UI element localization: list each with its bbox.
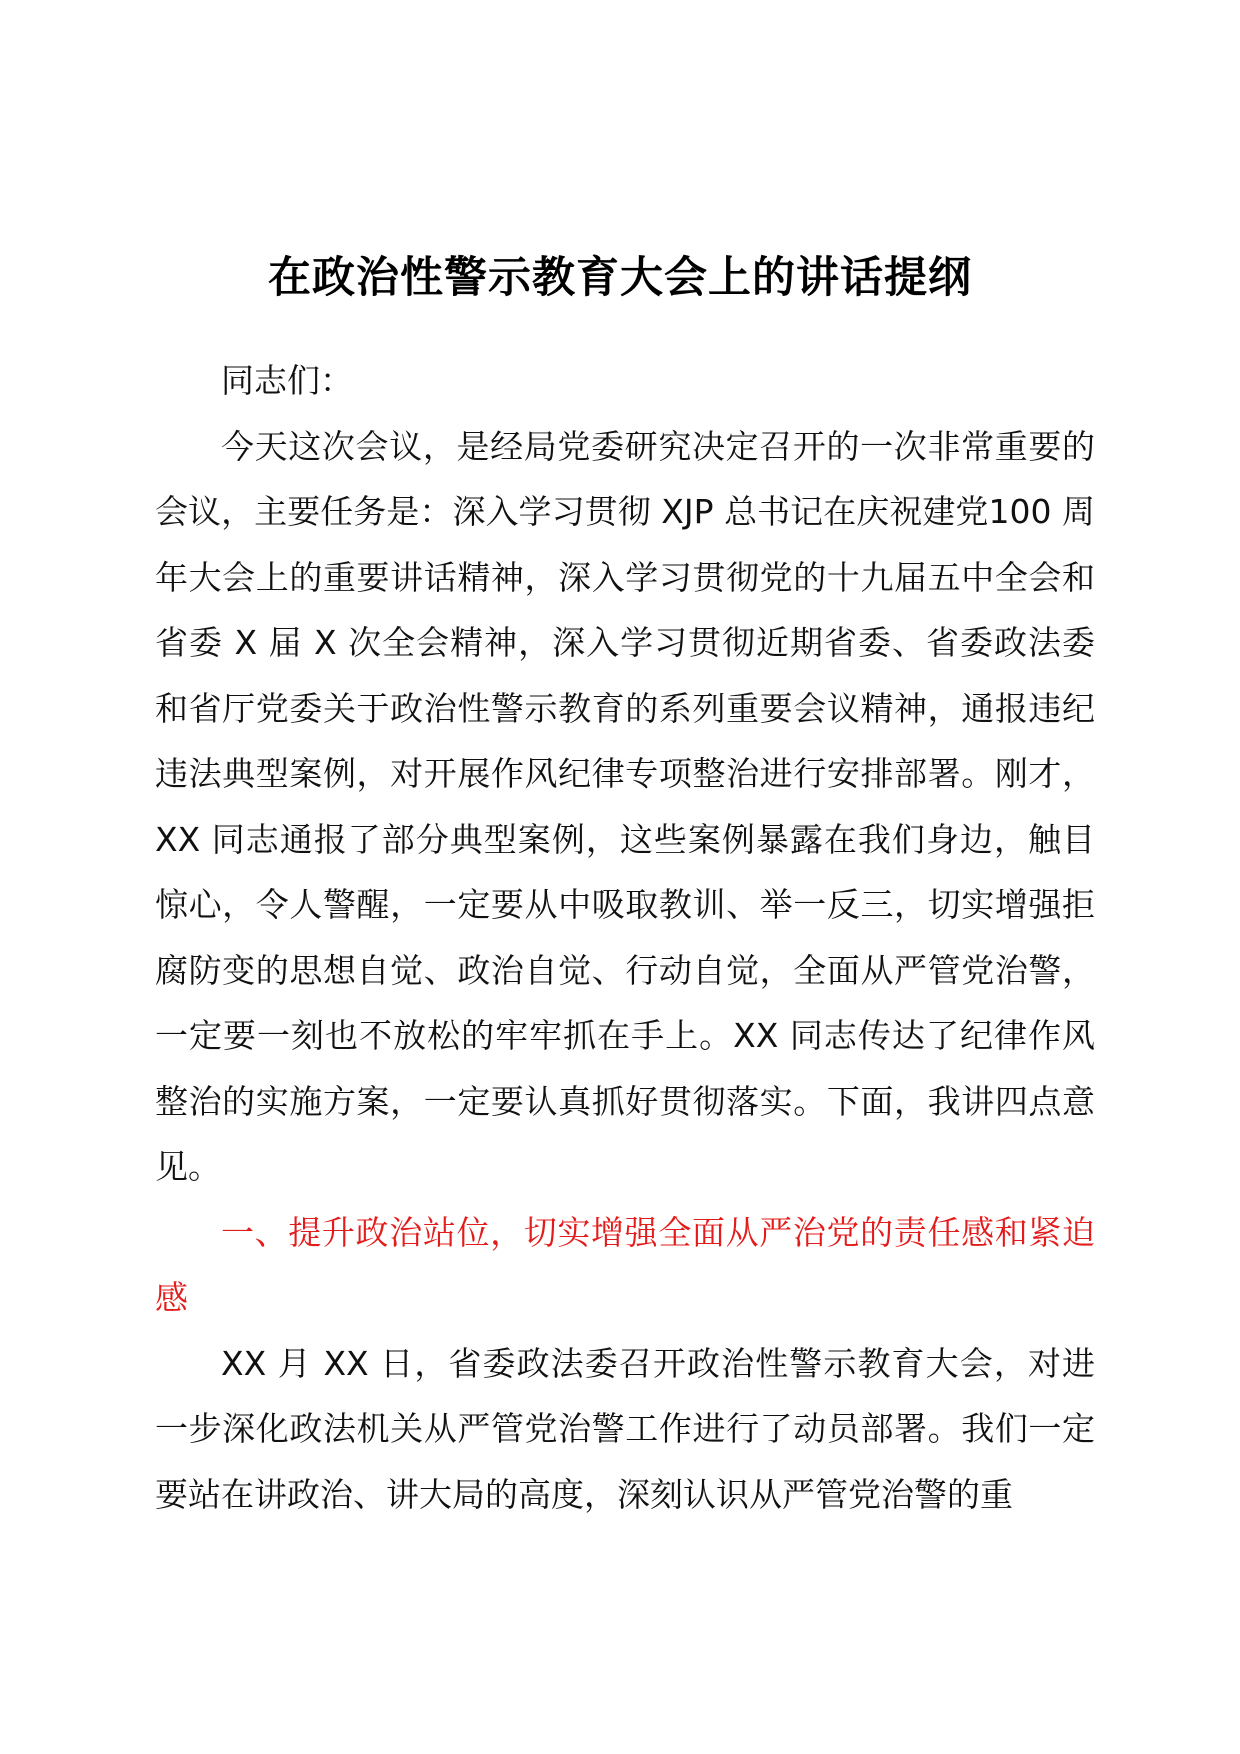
document-title: 在政治性警示教育大会上的讲话提纲 — [268, 253, 972, 303]
section-paragraph: XX 月 XX 日，省委政法委召开政治性警示教育大会，对进一步深化政法机关从严管党治警工作进行了动员部署。我们一定要站在讲政治、讲大局的高度，深刻认识从严管党治警的重 — [155, 1343, 1095, 1514]
salutation: 同志们： — [221, 361, 353, 400]
document-body — [155, 348, 1095, 1527]
section-heading: 一、提升政治站位，切实增强全面从严治党的责任感和紧迫感 — [155, 1212, 1095, 1317]
opening-paragraph: 今天这次会议，是经局党委研究决定召开的一次非常重要的会议，主要任务是：深入学习贯彻 XJP 总书记在庆祝建党100 周年大会上的重要讲话精神，深入学习贯彻党的十九届五中全会和省委 X 届 X 次全会精神，深入学习贯彻近期省委、省委政法委和省厅党委关于政治性警示教育的系列重要会议精神，通报违纪违法典型案例，对开展作风纪律专项整治进行安排部署。刚才，XX 同志通报了部分典型案例，这些案例暴露在我们身边，触目惊心，令人警醒，一定要从中吸取教训、举一反三，切实增强拒腐防变的思想自觉、政治自觉、行动自觉，全面从严管党治警，一定要一刻也不放松的牢牢抓在手上。XX 同志传达了纪律作风整治的实施方案，一定要认真抓好贯彻落实。下面，我讲四点意见。 — [155, 426, 1095, 1186]
